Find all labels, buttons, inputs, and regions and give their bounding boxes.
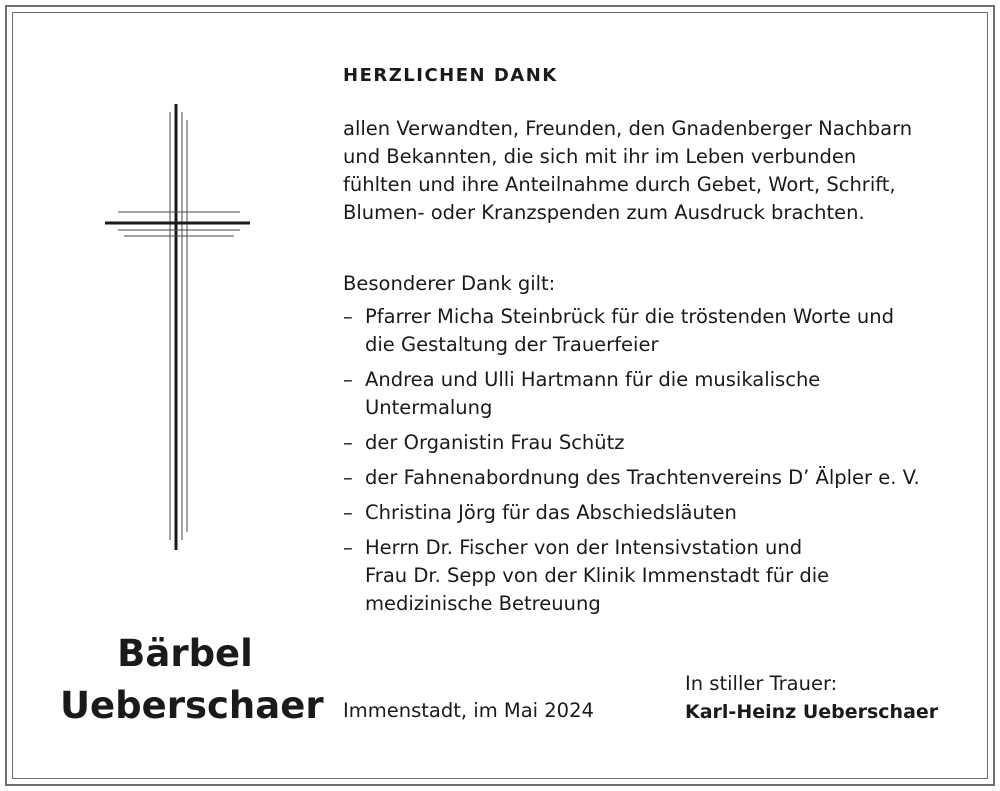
place-date: Immenstadt, im Mai 2024 <box>343 699 594 722</box>
list-item-line: Pfarrer Micha Steinbrück für die tröstenden Worte und <box>365 305 894 328</box>
list-item-line: der Organistin Frau Schütz <box>365 431 625 454</box>
bullet-dash: – <box>343 536 353 559</box>
special-thanks-intro: Besonderer Dank gilt: <box>343 272 556 295</box>
deceased-first-name: Bärbel <box>117 632 253 675</box>
bullet-dash: – <box>343 431 353 454</box>
bullet-dash: – <box>343 501 353 524</box>
intro-line: allen Verwandten, Freunden, den Gnadenberger Nachbarn <box>343 117 913 140</box>
list-item <box>343 499 963 527</box>
list-item-line: Andrea und Ulli Hartmann für die musikalische <box>365 368 821 391</box>
list-item-line: Frau Dr. Sepp von der Klinik Immenstadt für die <box>365 564 830 587</box>
bullet-dash: – <box>343 368 353 391</box>
bullet-dash: – <box>343 466 353 489</box>
list-item <box>343 303 963 359</box>
deceased-last-name: Ueberschaer <box>60 684 324 727</box>
intro-paragraph <box>343 115 963 227</box>
intro-line: fühlten und ihre Anteilnahme durch Gebet, Wort, Schrift, <box>343 173 896 196</box>
list-item-line: medizinische Betreuung <box>365 592 601 615</box>
list-item-line: Herrn Dr. Fischer von der Intensivstation und <box>365 536 803 559</box>
intro-line: und Bekannten, die sich mit ihr im Leben verbunden <box>343 145 857 168</box>
bullet-dash: – <box>343 305 353 328</box>
notice-heading: HERZLICHEN DANK <box>343 65 558 86</box>
list-item-line: die Gestaltung der Trauerfeier <box>365 333 659 356</box>
latin-cross-icon <box>100 100 260 555</box>
intro-line: Blumen- oder Kranzspenden zum Ausdruck brachten. <box>343 201 865 224</box>
mourning-label: In stiller Trauer: <box>685 672 838 695</box>
list-item-line: Untermalung <box>365 396 493 419</box>
list-item <box>343 429 963 457</box>
list-item <box>343 366 963 422</box>
special-thanks-list <box>343 303 963 625</box>
list-item-line: der Fahnenabordnung des Trachtenvereins D’ Älpler e. V. <box>365 466 920 489</box>
list-item-line: Christina Jörg für das Abschiedsläuten <box>365 501 737 524</box>
mourning-signatory: Karl-Heinz Ueberschaer <box>685 701 939 723</box>
list-item <box>343 464 963 492</box>
list-item <box>343 534 963 618</box>
